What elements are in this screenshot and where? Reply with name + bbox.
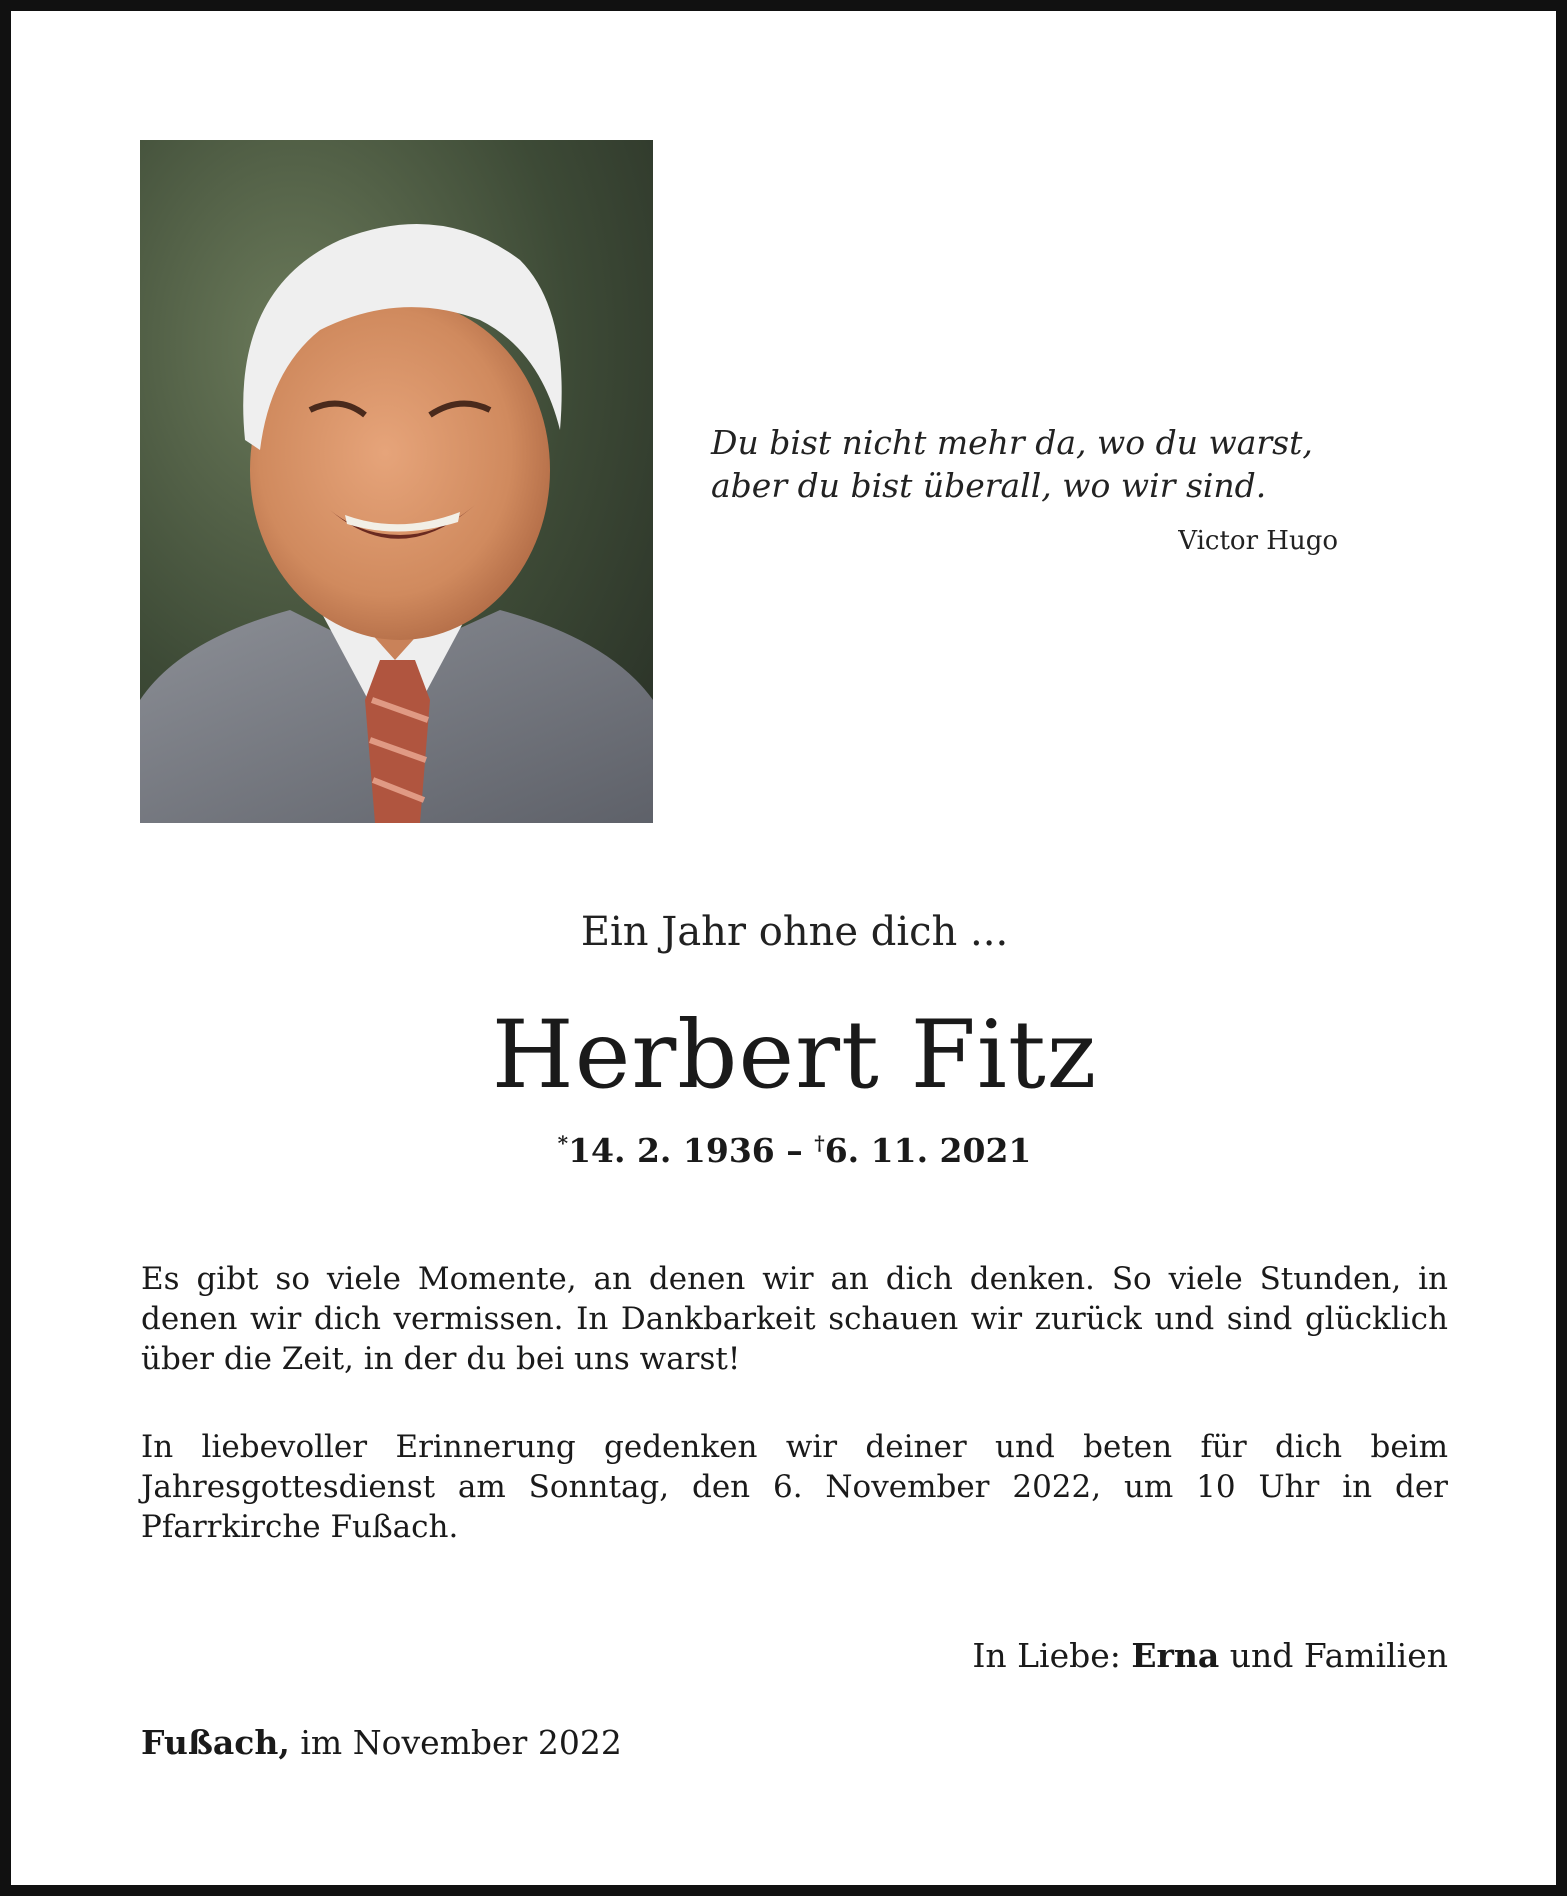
signature-prefix: In Liebe: (972, 1636, 1132, 1675)
place: Fußach, (141, 1723, 290, 1762)
date: im November 2022 (289, 1723, 622, 1762)
quote-author: Victor Hugo (1178, 526, 1338, 556)
intro-line: Ein Jahr ohne dich ... (580, 909, 1009, 955)
signature-name: Erna (1131, 1636, 1220, 1675)
date-separator: – (774, 1131, 815, 1170)
death-symbol: † (814, 1131, 825, 1155)
body-paragraph-1: Es gibt so viele Momente, an denen wir an dich denken. So viele Stunden, in denen wir dich vermissen. In Dankbarkeit schauen wir zurück und sind glücklich über die Zeit, in der du bei uns warst! (141, 1261, 1448, 1377)
quote (711, 421, 1341, 507)
quote-line-2: aber du bist überall, wo wir sind. (711, 466, 1267, 505)
place-date (141, 1723, 622, 1762)
portrait-photo (140, 140, 653, 823)
signature-suffix: und Familien (1219, 1636, 1448, 1675)
signature (711, 1636, 1448, 1675)
quote-line-1: Du bist nicht mehr da, wo du warst, (711, 423, 1313, 462)
body-paragraph-2: In liebevoller Erinnerung gedenken wir deiner und beten für dich beim Jahresgottesdienst am Sonntag, den 6. November 2022, um 10 Uhr in der Pfarrkirche Fußach. (141, 1429, 1448, 1545)
death-date: 6. 11. 2021 (824, 1131, 1032, 1170)
birth-date: 14. 2. 1936 (568, 1131, 775, 1170)
deceased-name: Herbert Fitz (491, 1001, 1098, 1110)
life-dates (11, 1131, 1567, 1170)
birth-symbol: * (557, 1131, 569, 1155)
portrait-illustration (140, 140, 653, 823)
